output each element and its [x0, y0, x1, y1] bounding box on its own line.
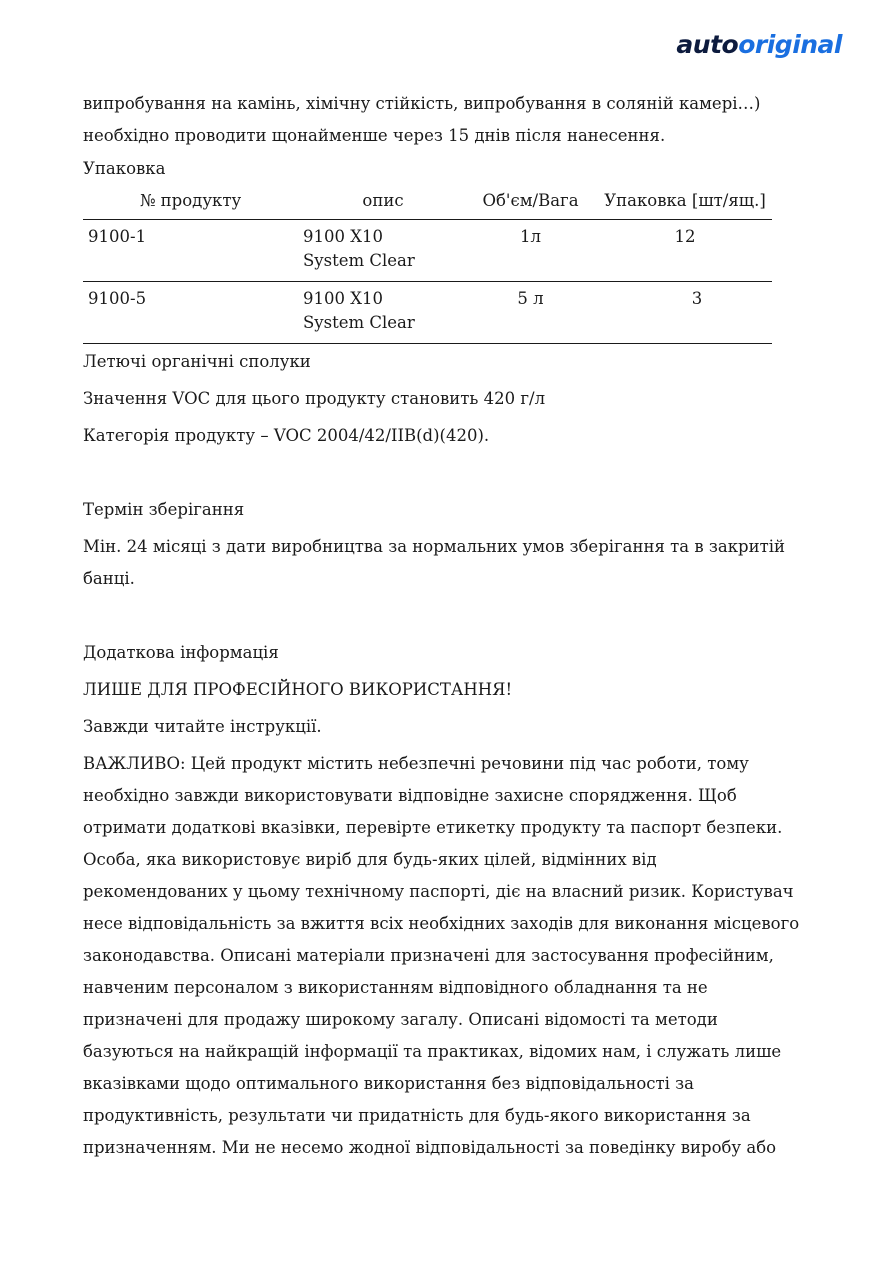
- document-content: [83, 88, 800, 1164]
- voc-heading: Летючі органічні сполуки: [83, 352, 311, 371]
- row-pack: 3: [598, 282, 772, 344]
- header-pack: Упаковка [шт/ящ.]: [598, 190, 772, 220]
- table-row: [83, 220, 772, 282]
- paragraph-line: навченим персоналом з використанням відповідного обладнання та не: [83, 978, 708, 997]
- header-description: опис: [293, 190, 463, 220]
- paragraph-line: базуються на найкращій інформації та практиках, відомих нам, і служать лише: [83, 1042, 782, 1061]
- storage-line-2: банці.: [83, 569, 135, 588]
- row-volume: 1л: [463, 220, 598, 282]
- paragraph-line: рекомендованих у цьому технічному паспорті, діє на власний ризик. Користувач: [83, 882, 794, 901]
- paragraph-line: призначенням. Ми не несемо жодної відповідальності за поведінку виробу або: [83, 1138, 777, 1157]
- logo-part-original: original: [738, 30, 842, 59]
- logo-part-auto: auto: [676, 30, 739, 59]
- row-description: [293, 282, 463, 344]
- table-row: [83, 282, 772, 344]
- intro-line-1: випробування на камінь, хімічну стійкість, випробування в соляній камері…): [83, 94, 761, 113]
- packaging-heading: Упаковка: [83, 159, 166, 178]
- read-instructions-line: Завжди читайте інструкції.: [83, 717, 322, 736]
- professional-use-line: ЛИШЕ ДЛЯ ПРОФЕСІЙНОГО ВИКОРИСТАННЯ!: [83, 680, 513, 699]
- paragraph-line: продуктивність, результати чи придатність для будь-якого використання за: [83, 1106, 751, 1125]
- storage-line-1: Мін. 24 місяці з дати виробництва за нормальних умов зберігання та в закритій: [83, 537, 786, 556]
- row-description-line-2: System Clear: [303, 313, 415, 332]
- row-description: [293, 220, 463, 282]
- header-product-number: № продукту: [83, 190, 293, 220]
- voc-line-2: Категорія продукту – VOC 2004/42/IIB(d)(420).: [83, 426, 490, 445]
- paragraph-line: ВАЖЛИВО: Цей продукт містить небезпечні речовини під час роботи, тому: [83, 754, 749, 773]
- paragraph-line: Особа, яка використовує виріб для будь-яких цілей, відмінних від: [83, 850, 657, 869]
- header-volume: Об'єм/Вага: [463, 190, 598, 220]
- paragraph-line: законодавства. Описані матеріали призначені для застосування професійним,: [83, 946, 774, 965]
- row-product-number: 9100-5: [83, 282, 293, 344]
- intro-line-2: необхідно проводити щонайменше через 15 днів після нанесення.: [83, 126, 666, 145]
- packaging-table: [83, 190, 772, 344]
- voc-line-1: Значення VOC для цього продукту становить 420 г/л: [83, 389, 546, 408]
- packaging-table-header: [83, 190, 772, 220]
- row-product-number: 9100-1: [83, 220, 293, 282]
- row-volume: 5 л: [463, 282, 598, 344]
- important-paragraph: [83, 748, 800, 1164]
- paragraph-line: призначені для продажу широкому загалу. Описані відомості та методи: [83, 1010, 718, 1029]
- storage-heading: Термін зберігання: [83, 500, 245, 519]
- row-description-line-1: 9100 X10: [303, 289, 383, 308]
- autooriginal-logo: [676, 30, 842, 60]
- paragraph-line: вказівками щодо оптимального використання без відповідальності за: [83, 1074, 695, 1093]
- row-description-line-2: System Clear: [303, 251, 415, 270]
- additional-info-heading: Додаткова інформація: [83, 643, 279, 662]
- row-description-line-1: 9100 X10: [303, 227, 383, 246]
- paragraph-line: необхідно завжди використовувати відповідне захисне спорядження. Щоб: [83, 786, 737, 805]
- paragraph-line: отримати додаткові вказівки, перевірте етикетку продукту та паспорт безпеки.: [83, 818, 783, 837]
- row-pack: 12: [598, 220, 772, 282]
- paragraph-line: несе відповідальність за вжиття всіх необхідних заходів для виконання місцевого: [83, 914, 800, 933]
